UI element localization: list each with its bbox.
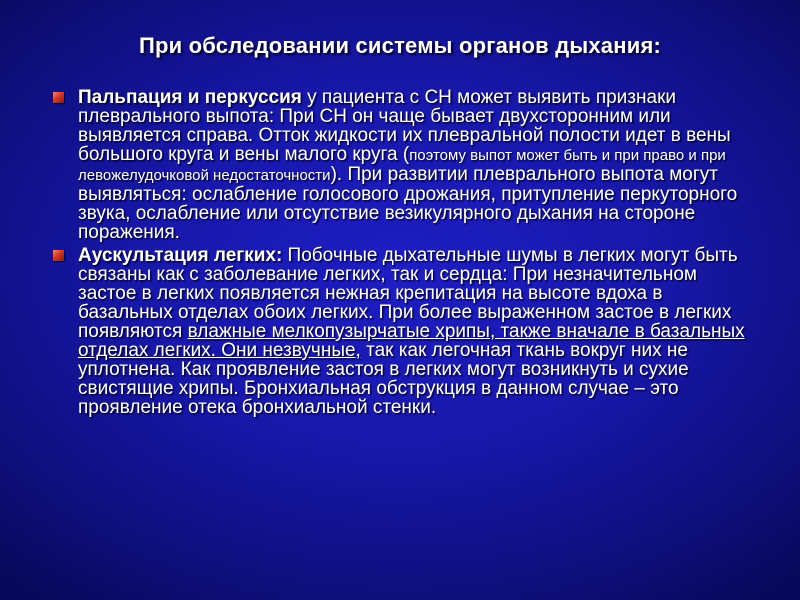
bullet-list <box>48 88 748 421</box>
bullet-text-small: поэтому выпот может быть и при право и при левожелудочковой недостаточности <box>78 147 726 184</box>
bullet-item-auscultation <box>48 246 748 417</box>
bullet-text-underlined: влажные мелкопузырчатые хрипы, также вначале в базальных отделах легких. Они незвучные, <box>78 321 745 361</box>
bullet-lead: Аускультация легких: <box>78 245 283 266</box>
bullet-text: так как легочная ткань вокруг них не уплотнена. Как проявление застоя в легких могут возникнуть и сухие свистящие хрипы. Бронхиальная обструкция в данном случае – это проявление отека бронхиальной стенки. <box>78 340 689 418</box>
bullet-item-palpation <box>48 88 748 242</box>
slide-title: При обследовании системы органов дыхания: <box>138 33 662 58</box>
square-bullet-icon <box>53 250 64 261</box>
bullet-text: у пациента с СН может выявить признаки плеврального выпота: При СН он чаще бывает двухсторонним или выявляется справа. Отток жидкости их плевральной полости идет в вены большого круга и вены малого круга ( <box>78 87 731 165</box>
square-bullet-icon <box>53 92 64 103</box>
bullet-lead: Пальпация и перкуссия <box>78 87 302 108</box>
bullet-text: ). При развитии плеврального выпота могут выявляться: ослабление голосового дрожания, притупление перкуторного звука, ослабление или отсутствие везикулярного дыхания на стороне поражения. <box>78 164 738 243</box>
bullet-text: Побочные дыхательные шумы в легких могут быть связаны как с заболевание легких, так и сердца: При незначительном застое в легких появляется нежная крепитация на высоте вдоха в базальных отделах обоих легких. При более выраженном застое в легких появляются <box>78 245 738 342</box>
